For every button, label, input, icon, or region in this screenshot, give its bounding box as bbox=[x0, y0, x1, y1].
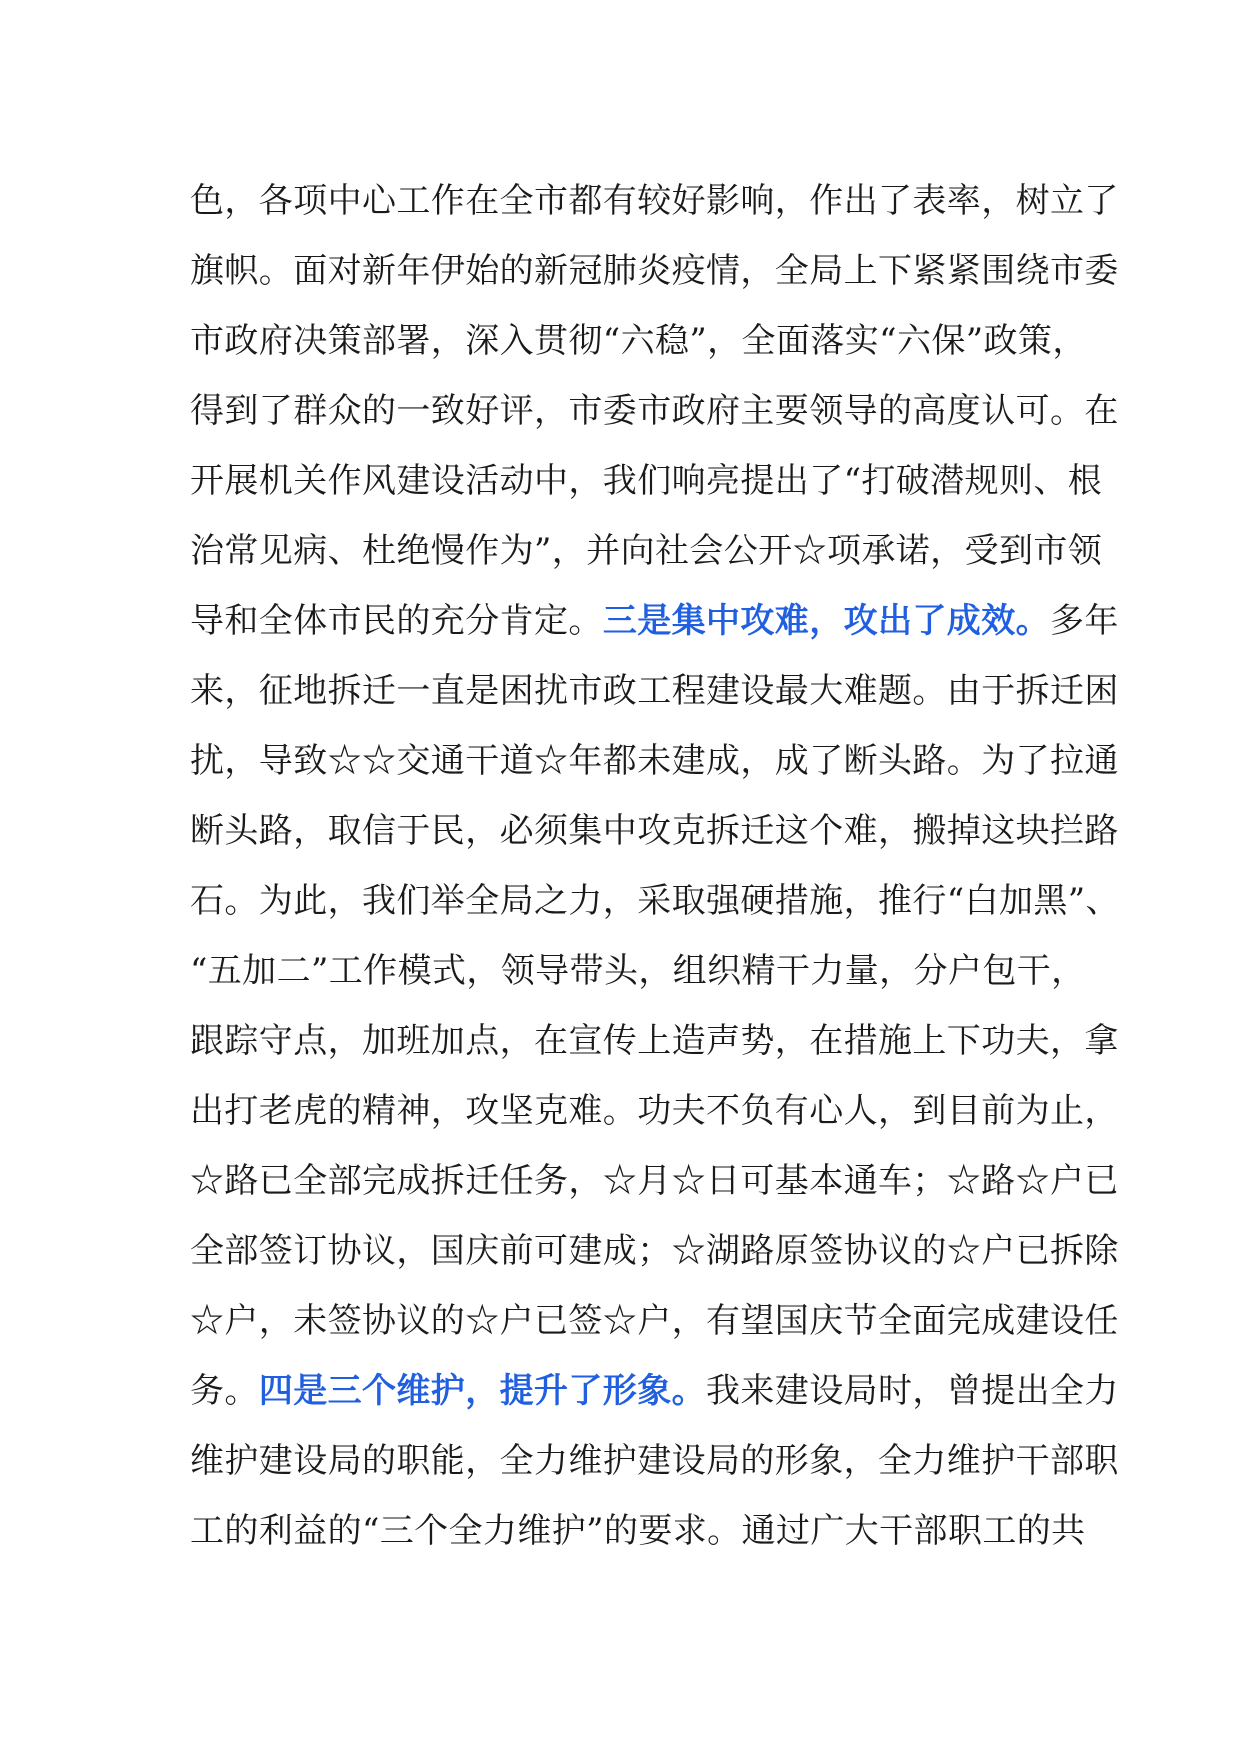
text-segment: 维护建设局的职能，全力维护建设局的形象，全力维护干部职 bbox=[190, 1441, 1119, 1481]
text-line bbox=[190, 376, 1119, 446]
text-line bbox=[190, 306, 1087, 376]
text-segment: 我来建设局时，曾提出全力 bbox=[706, 1371, 1119, 1411]
text-line bbox=[190, 796, 1119, 866]
body-text bbox=[190, 166, 1120, 1566]
text-line bbox=[190, 726, 1119, 796]
text-segment: 断头路，取信于民，必须集中攻克拆迁这个难，搬掉这块拦路 bbox=[190, 811, 1119, 851]
text-segment: 治常见病、杜绝慢作为”，并向社会公开☆项承诺，受到市领 bbox=[190, 531, 1103, 571]
text-segment: “五加二”工作模式，领导带头，组织精干力量，分户包干， bbox=[190, 951, 1086, 991]
text-line bbox=[190, 236, 1119, 306]
text-line bbox=[190, 1496, 1086, 1566]
text-line bbox=[190, 166, 1119, 236]
text-line bbox=[190, 1076, 1119, 1146]
text-line bbox=[190, 1006, 1119, 1076]
text-line bbox=[190, 1146, 1119, 1216]
text-line bbox=[190, 656, 1119, 726]
text-segment: 色，各项中心工作在全市都有较好影响，作出了表率，树立了 bbox=[190, 181, 1119, 221]
text-line bbox=[190, 516, 1103, 586]
text-line bbox=[190, 1426, 1119, 1496]
text-segment: 导和全体市民的充分肯定。 bbox=[190, 601, 603, 641]
text-line bbox=[190, 936, 1086, 1006]
text-line bbox=[190, 446, 1103, 516]
text-segment: 出打老虎的精神，攻坚克难。功夫不负有心人，到目前为止， bbox=[190, 1091, 1119, 1131]
text-segment: 跟踪守点，加班加点，在宣传上造声势，在措施上下功夫，拿 bbox=[190, 1021, 1119, 1061]
text-segment: 工的利益的“三个全力维护”的要求。通过广大干部职工的共 bbox=[190, 1511, 1086, 1551]
text-segment: 来，征地拆迁一直是困扰市政工程建设最大难题。由于拆迁困 bbox=[190, 671, 1119, 711]
text-segment: 石。为此，我们举全局之力，采取强硬措施，推行“白加黑”、 bbox=[190, 881, 1120, 921]
text-segment: 扰，导致☆☆交通干道☆年都未建成，成了断头路。为了拉通 bbox=[190, 741, 1119, 781]
text-segment: 全部签订协议，国庆前可建成；☆湖路原签协议的☆户已拆除 bbox=[190, 1231, 1119, 1271]
text-segment: ☆户，未签协议的☆户已签☆户，有望国庆节全面完成建设任 bbox=[190, 1301, 1119, 1341]
text-line bbox=[190, 1216, 1119, 1286]
text-segment: ☆路已全部完成拆迁任务，☆月☆日可基本通车；☆路☆户已 bbox=[190, 1161, 1119, 1201]
highlighted-heading: 三是集中攻难，攻出了成效。 bbox=[602, 601, 1051, 641]
highlighted-heading: 四是三个维护，提升了形象。 bbox=[258, 1371, 707, 1411]
text-segment: 得到了群众的一致好评，市委市政府主要领导的高度认可。在 bbox=[190, 391, 1119, 431]
text-segment: 市政府决策部署，深入贯彻“六稳”，全面落实“六保”政策， bbox=[190, 321, 1087, 361]
text-line bbox=[190, 1356, 1119, 1426]
text-line bbox=[190, 586, 1119, 656]
text-line bbox=[190, 1286, 1119, 1356]
text-line bbox=[190, 866, 1120, 936]
text-segment: 多年 bbox=[1050, 601, 1119, 641]
text-segment: 开展机关作风建设活动中，我们响亮提出了“打破潜规则、根 bbox=[190, 461, 1103, 501]
text-segment: 务。 bbox=[190, 1371, 259, 1411]
text-segment: 旗帜。面对新年伊始的新冠肺炎疫情，全局上下紧紧围绕市委 bbox=[190, 251, 1119, 291]
